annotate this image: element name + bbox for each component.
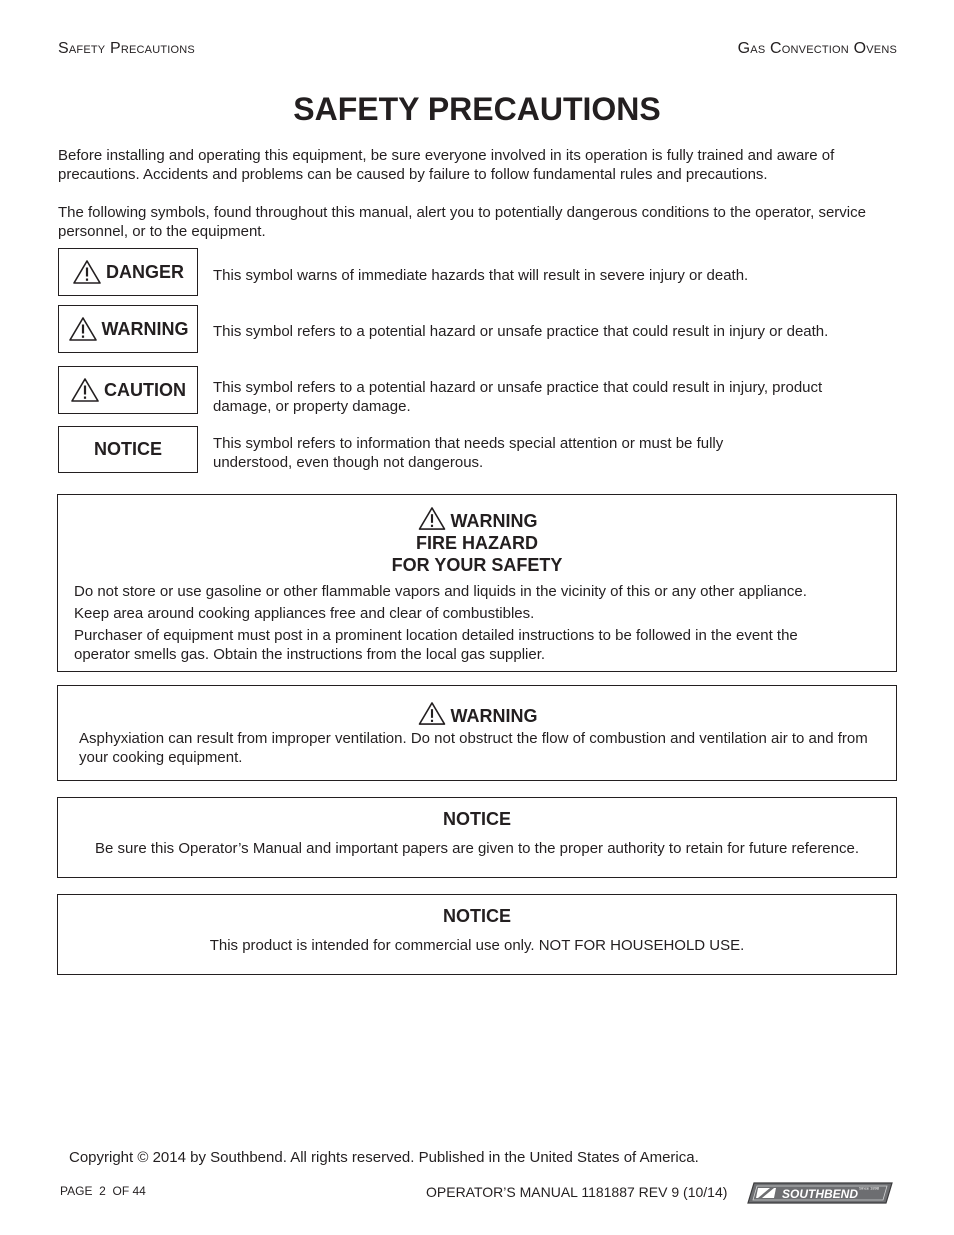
southbend-logo	[746, 1181, 894, 1205]
warning-triangle-icon	[68, 316, 98, 342]
logo-wordmark: SOUTHBEND	[782, 1187, 859, 1201]
symbol-danger-box	[58, 248, 198, 296]
logo-since: Since 1898	[859, 1185, 880, 1191]
header-section-title: Safety Precautions	[58, 40, 195, 57]
panel-text: Be sure this Operator’s Manual and important papers are given to the proper authority to retain for future reference.	[94, 840, 860, 857]
page-number	[60, 1184, 146, 1198]
symbol-label: WARNING	[101, 318, 189, 339]
symbol-description: This symbol refers to a potential hazard or unsafe practice that could result in injury or death.	[213, 323, 829, 340]
panel-text-line: Do not store or use gasoline or other flammable vapors and liquids in the vicinity of this or any other appliance.	[74, 583, 807, 600]
manual-reference: OPERATOR’S MANUAL 1181887 REV 9 (10/14)	[426, 1184, 728, 1200]
copyright-notice: Copyright © 2014 by Southbend. All rights reserved. Published in the United States of America.	[69, 1149, 699, 1166]
panel-heading	[58, 701, 896, 727]
panel-text: Asphyxiation can result from improper ventilation. Do not obstruct the flow of combustion and ventilation air to and from your cooking equipment.	[79, 730, 868, 766]
warning-triangle-icon	[417, 506, 447, 531]
panel-heading-warning: WARNING	[450, 706, 538, 726]
symbol-description: This symbol refers to information that needs special attention or must be fully understood, even though not dangerous.	[213, 435, 724, 471]
panel-heading-warning: WARNING	[450, 511, 538, 531]
symbol-notice-box	[58, 426, 198, 473]
panel-text-line: Keep area around cooking appliances free and clear of combustibles.	[74, 605, 535, 622]
manual-notice-panel	[57, 797, 897, 878]
symbol-description: This symbol refers to a potential hazard or unsafe practice that could result in injury, product damage, or property damage.	[213, 379, 823, 415]
page-total: OF 44	[112, 1184, 146, 1198]
symbol-caution-box	[58, 366, 198, 414]
panel-text-line: Purchaser of equipment must post in a prominent location detailed instructions to be followed in the event the operator smells gas. Obtain the instructions from the local gas supplier.	[74, 627, 798, 663]
panel-heading-notice: NOTICE	[442, 906, 511, 926]
symbol-description: This symbol warns of immediate hazards that will result in severe injury or death.	[213, 267, 749, 284]
warning-triangle-icon	[72, 259, 102, 285]
header-product-title: Gas Convection Ovens	[737, 40, 897, 57]
fire-hazard-warning-panel	[57, 494, 897, 672]
page-current: 2	[99, 1184, 106, 1198]
panel-heading-fire-hazard: FIRE HAZARD	[416, 533, 538, 553]
warning-triangle-icon	[417, 701, 447, 726]
symbol-label: CAUTION	[104, 379, 186, 400]
page-title: SAFETY PRECAUTIONS	[293, 91, 661, 127]
warning-triangle-icon	[70, 377, 100, 403]
panel-heading	[58, 506, 896, 532]
symbol-warning-box	[58, 305, 198, 353]
panel-heading-for-your-safety: FOR YOUR SAFETY	[391, 555, 563, 575]
symbol-label: NOTICE	[93, 439, 162, 459]
symbol-label: DANGER	[105, 261, 184, 282]
panel-heading-notice: NOTICE	[442, 809, 511, 829]
panel-text: This product is intended for commercial use only. NOT FOR HOUSEHOLD USE.	[209, 937, 745, 954]
commercial-notice-panel	[57, 894, 897, 975]
intro-paragraph-2: The following symbols, found throughout this manual, alert you to potentially dangerous conditions to the operator, service personnel, or to the equipment.	[58, 204, 866, 240]
asphyxiation-warning-panel	[57, 685, 897, 781]
intro-paragraph-1: Before installing and operating this equipment, be sure everyone involved in its operation is fully trained and aware of precautions. Accidents and problems can be caused by failure to follow fundamental rules and precautions.	[58, 147, 835, 183]
page-label: PAGE	[60, 1184, 93, 1198]
